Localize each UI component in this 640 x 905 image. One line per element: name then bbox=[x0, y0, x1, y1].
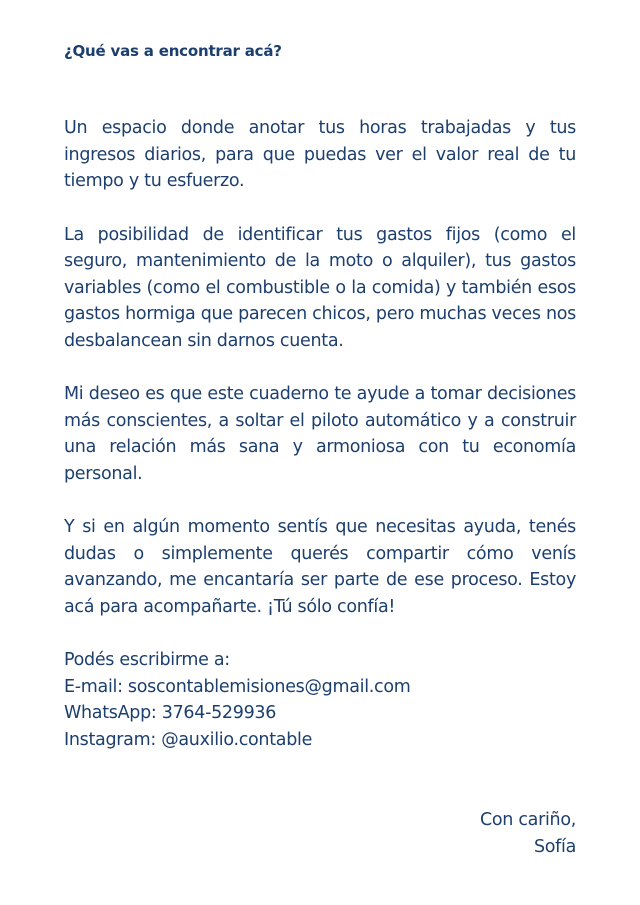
closing-line: Con cariño, bbox=[479, 810, 576, 830]
contact-instagram: Instagram: @auxilio.contable bbox=[64, 729, 313, 750]
paragraph-help: Y si en algún momento sentís que necesitas ayuda, tenés dudas o simplemente querés compartir cómo venís avanzando, me encantaría ser parte de ese proceso. Estoy acá para acompañarte. ¡Tú sólo confía! bbox=[64, 517, 576, 617]
paragraph-intro: Un espacio donde anotar tus horas trabajadas y tus ingresos diarios, para que puedas ver el valor real de tu tiempo y tu esfuerzo. bbox=[64, 118, 576, 191]
paragraph-expenses: La posibilidad de identificar tus gastos fijos (como el seguro, mantenimiento de la moto o alquiler), tus gastos variables (como el combustible o la comida) y también esos gastos hormiga que parecen chicos, pero muchas veces nos desbalancean sin darnos cuenta. bbox=[64, 224, 576, 351]
contact-block bbox=[64, 647, 576, 753]
contact-whatsapp: WhatsApp: 3764-529936 bbox=[64, 703, 277, 723]
page-heading: ¿Qué vas a encontrar acá? bbox=[64, 42, 282, 60]
signature: Sofía bbox=[533, 836, 576, 857]
contact-email: E-mail: soscontablemisiones@gmail.com bbox=[64, 676, 411, 697]
contact-intro: Podés escribirme a: bbox=[64, 650, 230, 670]
paragraph-wish: Mi deseo es que este cuaderno te ayude a tomar decisiones más conscientes, a soltar el piloto automático y a construir una relación más sana y armoniosa con tu economía personal. bbox=[64, 384, 576, 484]
body-text bbox=[64, 115, 576, 753]
closing-block bbox=[480, 807, 576, 860]
